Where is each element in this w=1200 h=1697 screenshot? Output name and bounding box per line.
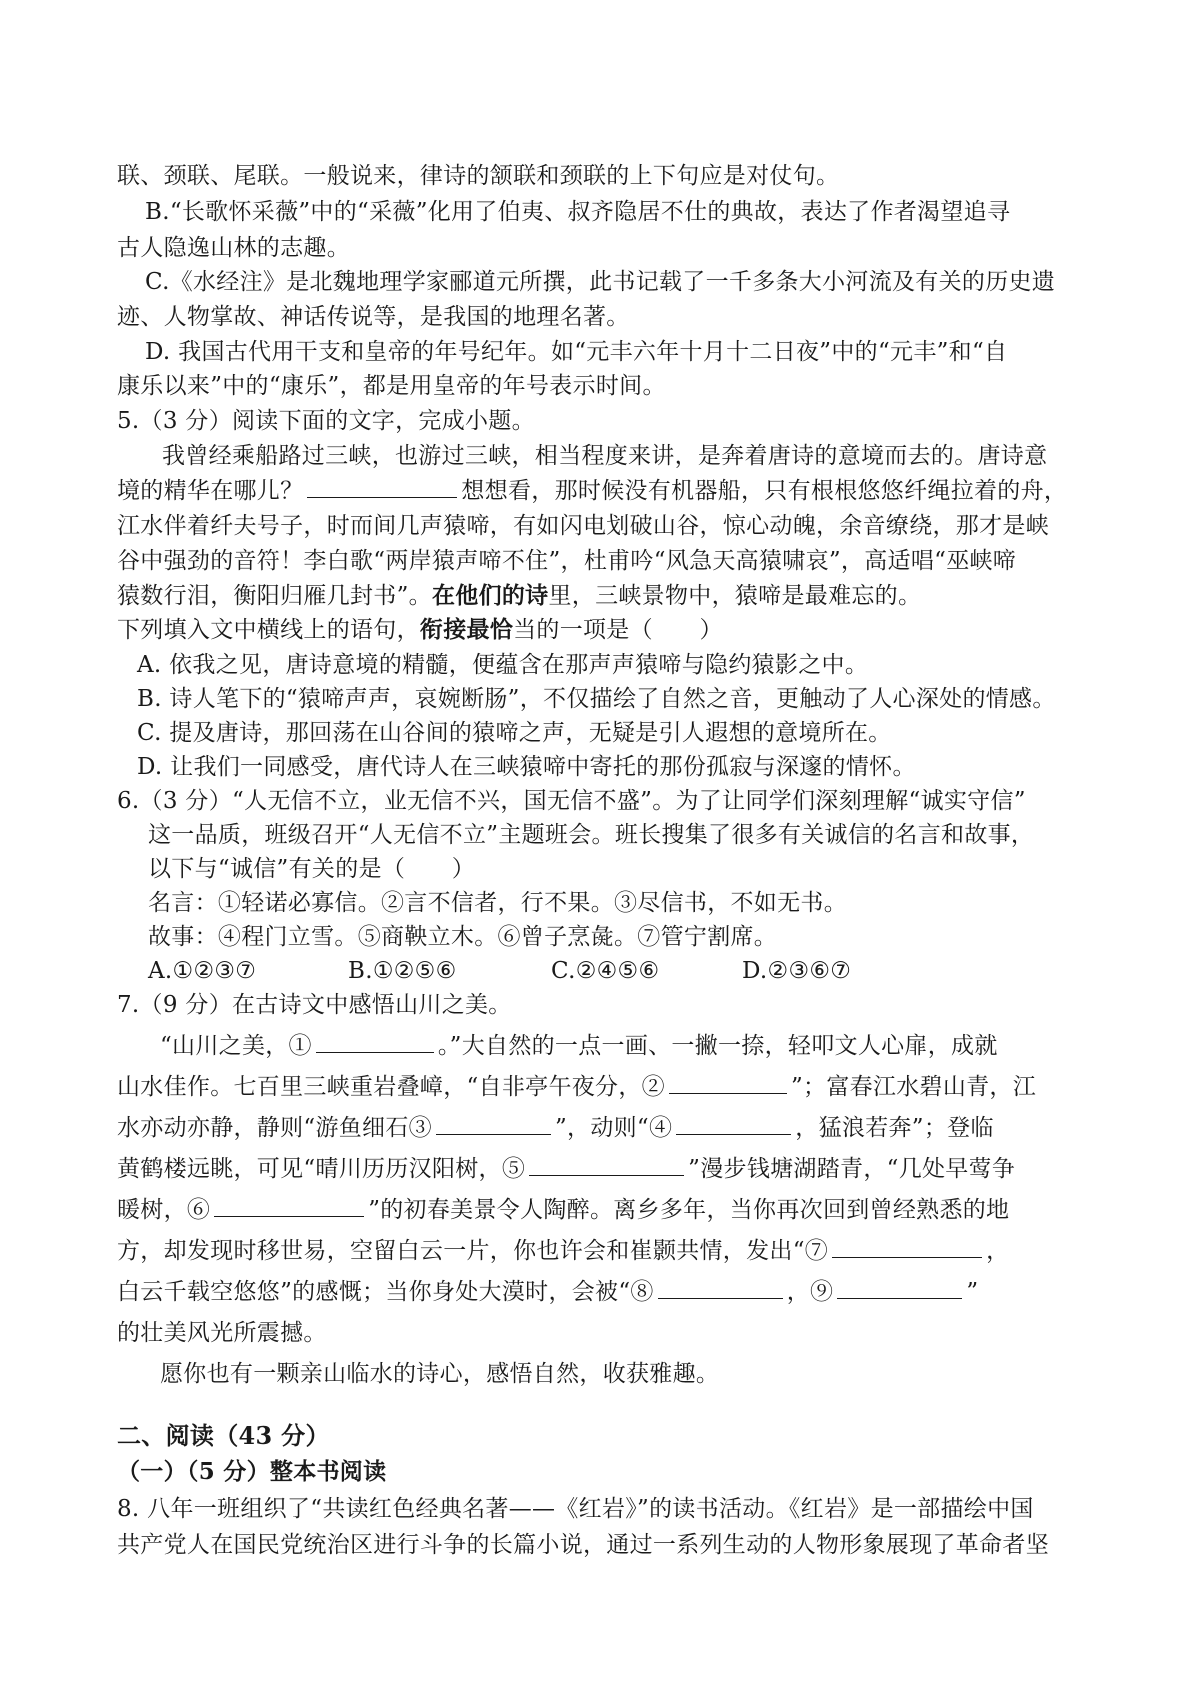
q4-continuation-line: 联、颈联、尾联。一般说来，律诗的颔联和颈联的上下句应是对仗句。 <box>117 163 840 189</box>
q7-blank-9[interactable] <box>837 1274 962 1299</box>
q4-option-b-line1: B.“长歌怀采薇”中的“采薇”化用了伯夷、叔齐隐居不仕的典故，表达了作者渴望追寻 <box>145 199 1011 225</box>
q4-option-d-line1: D. 我国古代用干支和皇帝的年号纪年。如“元丰六年十月十二日夜”中的“元丰”和“自 <box>145 339 1008 365</box>
q7-text: 水亦动亦静，静则“游鱼细石③ <box>117 1115 432 1141</box>
q7-text: 方，却发现时移世易，空留白云一片，你也许会和崔颢共情，发出“⑦ <box>117 1238 829 1264</box>
q5-passage-line5 <box>117 577 1200 615</box>
q7-text: ， <box>986 1238 1010 1264</box>
q6-quotes: 名言：①轻诺必寡信。②言不信者，行不果。③尽信书，不如无书。 <box>148 890 847 916</box>
q7-text: “山川之美，① <box>160 1033 312 1059</box>
q7-text-line6 <box>117 1232 1200 1270</box>
section-heading-reading: 二、阅读（43 分） <box>117 1421 330 1450</box>
q7-text: ，猛浪若奔”；登临 <box>795 1115 994 1141</box>
q4-option-c-line2: 迹、人物掌故、神话传说等，是我国的地理名著。 <box>117 304 630 330</box>
q6-option-a[interactable]: A.①②③⑦ <box>148 958 257 984</box>
q6-options-row <box>148 952 1200 990</box>
q5-question-bold-text: 衔接最恰 <box>419 616 514 643</box>
q8-line2: 共产党人在国民党统治区进行斗争的长篇小说，通过一系列生动的人物形象展现了革命者坚 <box>117 1532 1049 1558</box>
q7-blank-6[interactable] <box>214 1192 364 1217</box>
q6-stem-line3: 以下与“诚信”有关的是（ ） <box>148 856 476 882</box>
q7-text: ”漫步钱塘湖踏青，“几处早莺争 <box>688 1156 1016 1182</box>
q5-question <box>117 611 1200 649</box>
q5-answer-blank[interactable] <box>307 473 457 498</box>
q7-stem: 7.（9 分）在古诗文中感悟山川之美。 <box>117 992 512 1018</box>
q7-blank-5[interactable] <box>529 1151 684 1176</box>
q5-passage-line3: 江水伴着纤夫号子，时而间几声猿啼，有如闪电划破山谷，惊心动魄，余音缭绕，那才是峡 <box>117 513 1049 539</box>
q7-text: ，⑨ <box>786 1279 834 1305</box>
q7-blank-8[interactable] <box>658 1274 783 1299</box>
q7-blank-7[interactable] <box>832 1233 982 1258</box>
q7-closing: 愿你也有一颗亲山临水的诗心，感悟自然，收获雅趣。 <box>160 1361 720 1387</box>
q7-text-line2 <box>117 1068 1200 1106</box>
q7-text-line3 <box>117 1109 1200 1147</box>
q5-stem: 5.（3 分）阅读下面的文字，完成小题。 <box>117 408 535 434</box>
q7-text: ”；富春江水碧山青，江 <box>790 1074 1037 1100</box>
q7-blank-1[interactable] <box>316 1028 434 1053</box>
q5-passage-line2 <box>117 472 1200 510</box>
q5-question-text: 下列填入文中横线上的语句， <box>117 617 420 643</box>
q7-text: 山水佳作。七百里三峡重岩叠嶂，“自非亭午夜分，② <box>117 1074 665 1100</box>
q5-passage-bold-text: 在他们的诗 <box>431 582 549 609</box>
q7-text: 。”大自然的一点一画、一撇一捺，轻叩文人心扉，成就 <box>437 1033 998 1059</box>
q7-text: 暖树，⑥ <box>117 1197 211 1223</box>
q7-blank-4[interactable] <box>676 1110 791 1135</box>
q4-option-b-line2: 古人隐逸山林的志趣。 <box>117 235 350 261</box>
q8-line1: 8. 八年一班组织了“共读红色经典名著——《红岩》”的读书活动。《红岩》是一部描绘中国 <box>117 1496 1034 1522</box>
q5-passage-text: 里，三峡景物中，猿啼是最难忘的。 <box>548 583 922 609</box>
q6-stories: 故事：④程门立雪。⑤商鞅立木。⑥曾子烹彘。⑦管宁割席。 <box>148 924 778 950</box>
q7-text-line4 <box>117 1150 1200 1188</box>
q5-passage-line1: 我曾经乘船路过三峡，也游过三峡，相当程度来讲，是奔着唐诗的意境而去的。唐诗意 <box>162 443 1048 469</box>
q7-text: ” <box>966 1279 979 1305</box>
q7-text: ”的初春美景令人陶醉。离乡多年，当你再次回到曾经熟悉的地 <box>368 1197 1010 1223</box>
q6-option-b[interactable]: B.①②⑤⑥ <box>348 958 457 984</box>
q5-passage-line4: 谷中强劲的音符！李白歌“两岸猿声啼不住”，杜甫吟“风急天高猿啸哀”，高适唱“巫峡啼 <box>117 548 1017 574</box>
q7-text-line7 <box>117 1273 1200 1311</box>
q7-text: 白云千载空悠悠”的感慨；当你身处大漠时，会被“⑧ <box>117 1279 654 1305</box>
subsection-heading-whole-book: （一）（5 分）整本书阅读 <box>117 1458 387 1485</box>
q6-option-c[interactable]: C.②④⑤⑥ <box>551 958 660 984</box>
q5-option-c[interactable]: C. 提及唐诗，那回荡在山谷间的猿啼之声，无疑是引人遐想的意境所在。 <box>137 720 892 746</box>
q7-text-line8: 的壮美风光所震撼。 <box>117 1320 327 1346</box>
q6-stem-line1: 6.（3 分）“人无信不立，业无信不兴，国无信不盛”。为了让同学们深刻理解“诚实守信” <box>117 788 1026 814</box>
q5-question-text: 当的一项是（ ） <box>513 617 723 643</box>
q5-passage-text: 想想看，那时候没有机器船，只有根根悠悠纤绳拉着的舟， <box>461 478 1068 504</box>
q7-text-line5 <box>117 1191 1200 1229</box>
q7-text-line1 <box>160 1027 1200 1065</box>
q7-text: ”，动则“④ <box>554 1115 673 1141</box>
q5-passage-text: 猿数行泪，衡阳归雁几封书”。 <box>117 583 432 609</box>
q4-option-c-line1: C.《水经注》是北魏地理学家郦道元所撰，此书记载了一千多条大小河流及有关的历史遗 <box>145 269 1056 295</box>
q7-blank-3[interactable] <box>436 1110 551 1135</box>
q7-text: 黄鹤楼远眺，可见“晴川历历汉阳树，⑤ <box>117 1156 526 1182</box>
q5-option-a[interactable]: A. 依我之见，唐诗意境的精髓，便蕴含在那声声猿啼与隐约猿影之中。 <box>137 652 869 678</box>
q7-blank-2[interactable] <box>669 1069 787 1094</box>
q4-option-d-line2: 康乐以来”中的“康乐”，都是用皇帝的年号表示时间。 <box>117 373 666 399</box>
q5-passage-text: 境的精华在哪儿？ <box>117 478 304 504</box>
q5-option-b[interactable]: B. 诗人笔下的“猿啼声声，哀婉断肠”，不仅描绘了自然之音，更触动了人心深处的情感。 <box>137 686 1056 712</box>
q6-stem-line2: 这一品质，班级召开“人无信不立”主题班会。班长搜集了很多有关诚信的名言和故事， <box>148 822 1035 848</box>
q6-option-d[interactable]: D.②③⑥⑦ <box>742 958 852 984</box>
q5-option-d[interactable]: D. 让我们一同感受，唐代诗人在三峡猿啼中寄托的那份孤寂与深邃的情怀。 <box>137 754 916 780</box>
